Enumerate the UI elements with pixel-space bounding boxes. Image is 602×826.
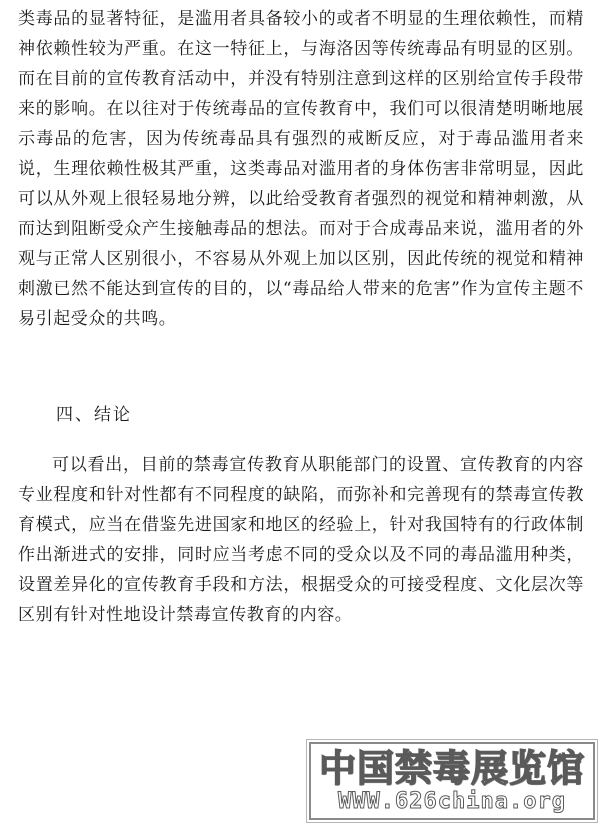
section-heading: 四、结论 bbox=[56, 405, 132, 425]
watermark-logo bbox=[309, 742, 595, 820]
watermark-title: 中国禁毒展览馆 bbox=[319, 747, 585, 790]
watermark-url: WWW.626china.org bbox=[338, 789, 566, 814]
body-paragraph: 类毒品的显著特征，是滥用者具备较小的或者不明显的生理依赖性，而精神依赖性较为严重。在这一特征上，与海洛因等传统毒品有明显的区别。而在目前的宣传教育活动中，并没有特别注意到这样的区别给宣传手段带来的影响。在以往对于传统毒品的宣传教育中，我们可以很清楚明晰地展示毒品的危害，因为传统毒品具有强烈的戒断反应，对于毒品滥用者来说，生理依赖性极其严重，这类毒品对滥用者的身体伤害非常明显，因此可以从外观上很轻易地分辨，以此给受教育者强烈的视觉和精神刺激，从而达到阻断受众产生接触毒品的想法。而对于合成毒品来说，滥用者的外观与正常人区别很小，不容易从外观上加以区别，因此传统的视觉和精神刺激已然不能达到宣传的目的，以“毒品给人带来的危害”作为宣传主题不易引起受众的共鸣。 bbox=[18, 9, 584, 329]
conclusion-paragraph: 可以看出，目前的禁毒宣传教育从职能部门的设置、宣传教育的内容专业程度和针对性都有不同程度的缺陷，而弥补和完善现有的禁毒宣传教育模式，应当在借鉴先进国家和地区的经验上，针对我国特有的行政体制作出渐进式的安排，同时应当考虑不同的受众以及不同的毒品滥用种类，设置差异化的宣传教育手段和方法，根据受众的可接受程度、文化层次等区别有针对性地设计禁毒宣传教育的内容。 bbox=[18, 455, 584, 625]
